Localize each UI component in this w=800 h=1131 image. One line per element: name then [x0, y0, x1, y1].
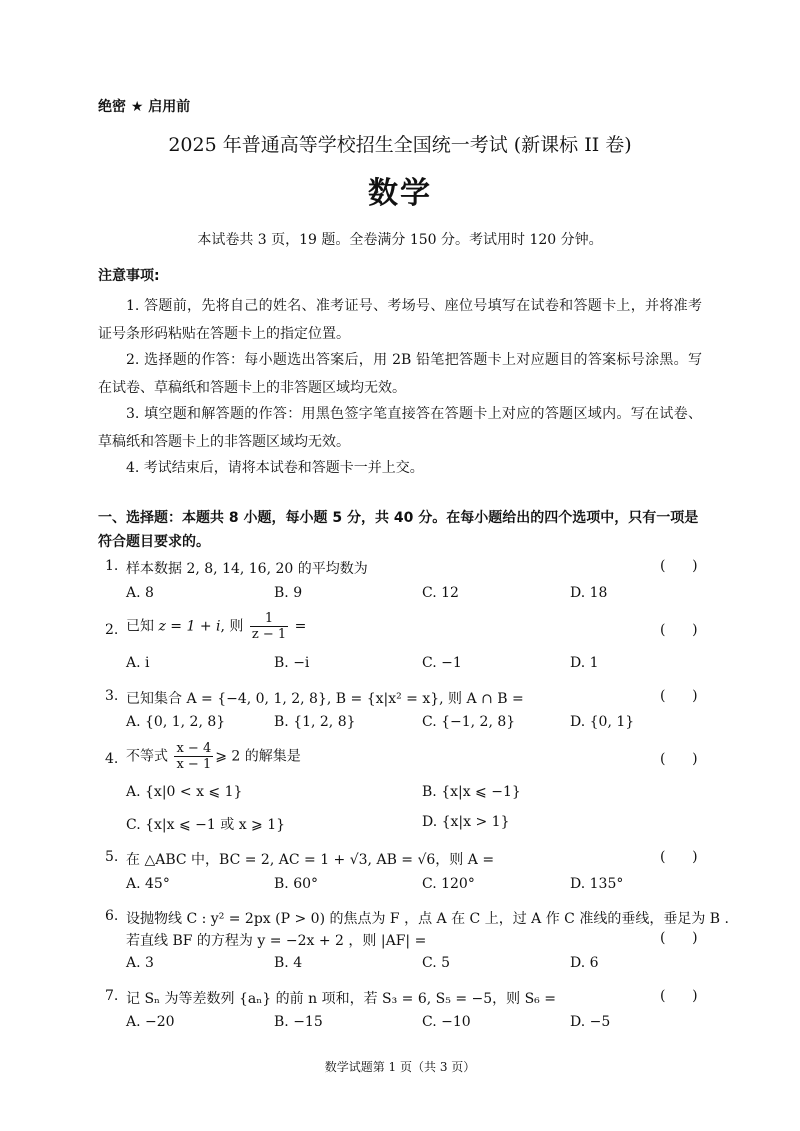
- option-b: B. 9: [274, 585, 303, 601]
- exam-info: 本试卷共 3 页，19 题。全卷满分 150 分。考试用时 120 分钟。: [197, 232, 603, 248]
- question-stem: 样本数据 2, 8, 14, 16, 20 的平均数为: [126, 561, 368, 577]
- option-c: C. −10: [422, 1014, 471, 1030]
- question-stem-line2: 若直线 BF 的方程为 y = −2x + 2 ，则 |AF| =: [126, 933, 427, 949]
- subject-title: 数学: [368, 176, 432, 211]
- answer-bracket: ( ): [660, 988, 698, 1004]
- answer-bracket: ( ): [660, 688, 698, 704]
- page-footer: 数学试题第 1 页（共 3 页）: [324, 1060, 476, 1074]
- fraction-denominator: x − 1: [176, 757, 212, 772]
- option-a: A. {x|0 < x ⩽ 1}: [126, 784, 243, 800]
- option-d: D. {x|x > 1}: [422, 814, 510, 830]
- question-stem: 已知集合 A = {−4, 0, 1, 2, 8}, B = {x|x² = x}, 则 A ∩ B =: [126, 691, 524, 707]
- option-c: C. −1: [422, 655, 462, 671]
- question-stem: 在 △ABC 中，BC = 2, AC = 1 + √3, AB = √6，则 A =: [126, 852, 495, 868]
- stem-text: =: [290, 618, 307, 635]
- option-a: A. 3: [126, 955, 154, 971]
- stem-math: z = 1 + i: [158, 618, 221, 635]
- option-a: A. −20: [126, 1014, 175, 1030]
- fraction: [250, 611, 288, 642]
- option-b: B. {1, 2, 8}: [274, 714, 356, 730]
- option-d: D. 135°: [570, 876, 624, 892]
- notes-heading: 注意事项:: [98, 268, 160, 284]
- option-c: C. 5: [422, 955, 451, 971]
- answer-bracket: ( ): [660, 622, 698, 638]
- option-c: C. {−1, 2, 8}: [422, 714, 516, 730]
- option-c: C. 120°: [422, 876, 475, 892]
- option-d: D. {0, 1}: [570, 714, 635, 730]
- note-item: 4. 考试结束后，请将本试卷和答题卡一并上交。: [126, 460, 424, 476]
- question-stem: [126, 741, 301, 772]
- option-b: B. −15: [274, 1014, 323, 1030]
- option-a: A. {0, 1, 2, 8}: [126, 714, 226, 730]
- option-b: B. −i: [274, 655, 310, 671]
- option-b: B. 4: [274, 955, 303, 971]
- answer-bracket: ( ): [660, 930, 698, 946]
- fraction: [174, 741, 213, 772]
- option-d: D. 1: [570, 655, 599, 671]
- answer-bracket: ( ): [660, 558, 698, 574]
- question-number: 2.: [105, 622, 119, 638]
- option-c: C. 12: [422, 585, 459, 601]
- option-d: D. −5: [570, 1014, 611, 1030]
- question-number: 1.: [105, 558, 119, 574]
- fraction-numerator: x − 4: [176, 741, 212, 756]
- stem-text: 不等式: [126, 748, 168, 765]
- option-b: B. {x|x ⩽ −1}: [422, 784, 521, 800]
- stem-text: 已知: [126, 618, 159, 635]
- option-a: A. 45°: [126, 876, 170, 892]
- note-item: 1. 答题前，先将自己的姓名、准考证号、考场号、座位号填写在试卷和答题卡上，并将准考证号条形码粘贴在答题卡上的指定位置。: [98, 298, 702, 342]
- option-c: C. {x|x ⩽ −1 或 x ⩾ 1}: [126, 817, 286, 833]
- question-number: 6.: [105, 908, 119, 924]
- option-a: A. i: [126, 655, 150, 671]
- question-number: 5.: [105, 849, 119, 865]
- question-number: 4.: [105, 751, 119, 767]
- question-stem: 记 Sₙ 为等差数列 {aₙ} 的前 n 项和，若 S₃ = 6, S₅ = −5，则 S₆ =: [126, 991, 556, 1007]
- answer-bracket: ( ): [660, 849, 698, 865]
- fraction-numerator: 1: [250, 611, 288, 627]
- question-number: 7.: [105, 988, 119, 1004]
- exam-title: 2025 年普通高等学校招生全国统一考试 (新课标 II 卷): [168, 134, 632, 156]
- option-d: D. 6: [570, 955, 599, 971]
- question-number: 3.: [105, 688, 119, 704]
- stem-text: ⩾ 2 的解集是: [215, 748, 301, 765]
- note-item: 2. 选择题的作答：每小题选出答案后，用 2B 铅笔把答题卡上对应题目的答案标号涂黑。写在试卷、草稿纸和答题卡上的非答题区域均无效。: [98, 352, 702, 396]
- option-b: B. 60°: [274, 876, 319, 892]
- confidential-mark: 绝密 ★ 启用前: [98, 99, 191, 115]
- fraction-denominator: z − 1: [251, 627, 287, 642]
- note-item: 3. 填空题和解答题的作答：用黑色签字笔直接答在答题卡上对应的答题区域内。写在试卷、草稿纸和答题卡上的非答题区域均无效。: [98, 406, 702, 450]
- option-a: A. 8: [126, 585, 154, 601]
- option-d: D. 18: [570, 585, 608, 601]
- question-stem: [126, 611, 306, 642]
- section-heading: 一、选择题：本题共 8 小题，每小题 5 分，共 40 分。在每小题给出的四个选项中，只有一项是符合题目要求的。: [98, 510, 699, 550]
- question-stem-line1: 设抛物线 C : y² = 2px (P > 0) 的焦点为 F ，点 A 在 C 上，过 A 作 C 准线的垂线，垂足为 B .: [126, 911, 729, 927]
- answer-bracket: ( ): [660, 751, 698, 767]
- stem-text: , 则: [220, 618, 244, 635]
